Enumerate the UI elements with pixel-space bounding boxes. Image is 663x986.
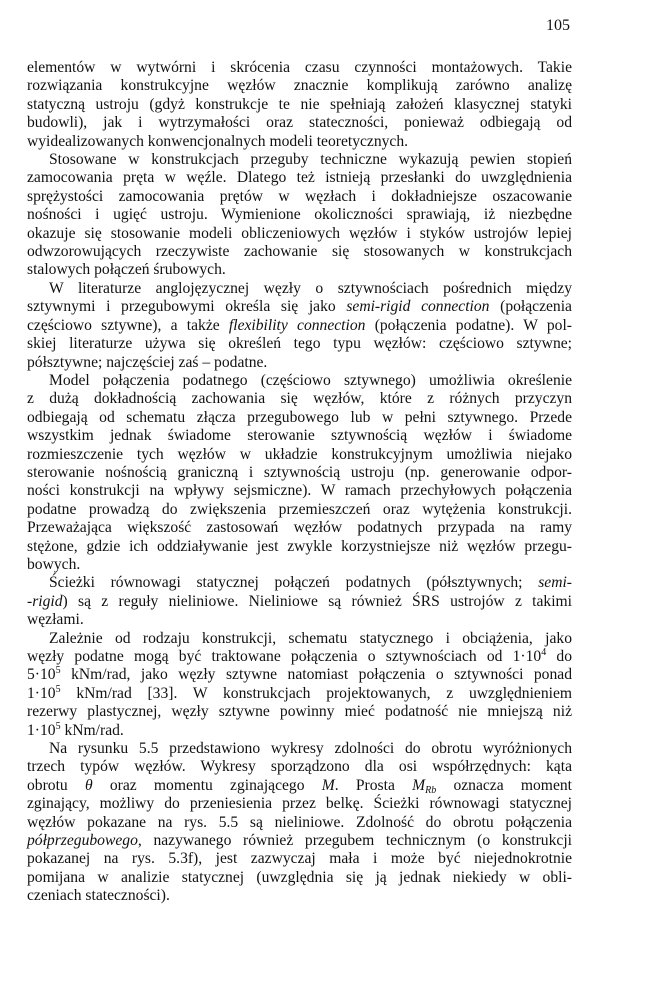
text-line	[27, 869, 572, 887]
text-segment: Na rysunku 5.5 przedstawiono wykresy zdolności do obrotu wyróżnionych	[49, 740, 572, 758]
paragraph	[27, 574, 572, 629]
text-line	[27, 427, 572, 445]
text-segment: budowli), jak i wytrzymałości oraz stateczności, ponieważ odbiegają od	[27, 114, 572, 132]
text-line	[27, 206, 572, 224]
text-segment: , nazywanego również przegubem technicznym (o konstrukcji	[137, 832, 572, 850]
text-segment: stalowych połączeń śrubowych.	[27, 261, 226, 279]
text-line	[27, 225, 572, 243]
text-line	[27, 685, 572, 703]
text-segment: kNm/rad.	[60, 721, 124, 739]
text-segment: 1·10	[27, 684, 56, 702]
text-segment: 1·10	[27, 721, 56, 739]
text-line	[27, 77, 572, 95]
text-line	[27, 501, 572, 519]
text-segment: rozwiązania konstrukcyjne węzłów znacznie komplikują zarówno analizę	[27, 77, 572, 95]
italic-term: M	[412, 776, 426, 794]
text-segment: skiej literaturze używa się określeń tego typu węzłów: częściowo sztywne;	[27, 335, 572, 353]
text-segment: Stosowane w konstrukcjach przeguby techniczne wykazują pewien stopień	[49, 151, 572, 169]
text-line	[27, 133, 572, 151]
text-segment: . Prosta	[334, 776, 413, 794]
text-line	[27, 390, 572, 408]
text-segment: ) są z reguły nieliniowe. Nieliniowe są również ŚRS ustrojów z takimi	[62, 592, 572, 610]
text-segment: rozmieszczenie tych węzłów w układzie konstrukcyjnym umożliwia niejako	[27, 445, 572, 463]
text-segment: sztywnymi i przegubowymi określa się jako	[27, 298, 347, 316]
italic-term: flexibility connection	[228, 316, 366, 334]
text-segment: pomijana w analizie statycznej (uwzględnia się ją jednak niekiedy w obli-	[27, 868, 572, 886]
text-segment: czeniach stateczności).	[27, 887, 170, 905]
text-line	[27, 703, 572, 721]
text-line	[27, 280, 572, 298]
text-line	[27, 151, 572, 169]
text-segment: sprężystości zamocowania prętów w węzłach i dokładniejsze oszacowanie	[27, 187, 572, 205]
paragraph	[27, 59, 572, 151]
text-line	[27, 814, 572, 832]
text-line	[27, 354, 572, 372]
subscript: Rb	[425, 784, 437, 796]
text-segment: zginający, możliwy do przeniesienia przez belkę. Ścieżki równowagi statycznej	[27, 795, 572, 813]
text-line	[27, 372, 572, 390]
page-number: 105	[546, 17, 570, 34]
text-segment: Zależnie od rodzaju konstrukcji, schematu statycznego i obciążenia, jako	[49, 629, 572, 647]
text-segment: odbiegają od schematu złącza przegubowego lub w pełni sztywnego. Przede	[27, 408, 572, 426]
text-line	[27, 243, 572, 261]
text-line	[27, 519, 572, 537]
text-segment: rezerwy plastycznej, węzły sztywne powinny mieć podatność nie mniejszą niż	[27, 703, 572, 721]
text-segment: z dużą dokładnością zachowania się węzłów, które z różnych przyczyn	[27, 390, 572, 408]
italic-term: -rigid	[27, 592, 63, 610]
text-segment: Model połączenia podatnego (częściowo sztywnego) umożliwia określenie	[49, 371, 572, 389]
italic-term: semi-	[538, 574, 572, 592]
text-segment: trzech typów węzłów. Wykresy sporządzono dla osi współrzędnych: kąta	[27, 758, 572, 776]
paragraph	[27, 280, 572, 372]
text-line	[27, 59, 572, 77]
superscript: 5	[55, 683, 61, 695]
text-segment: pokazanej na rys. 5.3f), jest zazwyczaj mała i może być niejednokrotnie	[27, 850, 572, 868]
text-segment: statyczną ustroju (gdyż konstrukcje te nie spełniają założeń klasycznej statyki	[27, 95, 572, 113]
text-segment: oznacza moment	[436, 776, 572, 794]
text-line	[27, 611, 572, 629]
superscript: 4	[541, 647, 547, 658]
text-segment: węzłów pokazane na rys. 5.5 są nieliniowe. Zdolność do obrotu połączenia	[27, 813, 572, 831]
text-segment: elementów w wytwórni i skrócenia czasu czynności montażowych. Takie	[27, 59, 572, 76]
text-line	[27, 409, 572, 427]
text-segment: bowych.	[27, 555, 81, 573]
text-segment: Przeważająca większość zastosowań węzłów podatnych przypada na ramy	[27, 519, 572, 537]
text-segment: do	[546, 648, 572, 665]
text-line	[27, 666, 572, 684]
text-segment: ności konstrukcji na wpływy sejsmiczne). W ramach przechyłowych połączenia	[27, 482, 572, 500]
text-segment: kNm/rad [33]. W konstrukcjach projektowanych, z uwzględnieniem	[60, 684, 572, 702]
body-text	[27, 59, 572, 906]
text-segment: zamocowania pręta w węźle. Dlatego też istnieją przesłanki do uwzględnienia	[27, 169, 572, 187]
text-segment: stężone, gdzie ich oddziaływanie jest zwykle korzystniejsze niż węzłów przegu-	[27, 537, 572, 555]
text-segment: półsztywne; najczęściej zaś – podatne.	[27, 353, 268, 371]
paragraph	[27, 151, 572, 280]
text-line	[27, 758, 572, 776]
text-segment: sterowanie nośnością graniczną i sztywnością ustroju (np. generowanie odpor-	[27, 463, 572, 481]
text-segment: 5·10	[27, 666, 56, 684]
paragraph	[27, 630, 572, 740]
text-line	[27, 298, 572, 316]
text-segment: W literaturze anglojęzycznej węzły o sztywnościach pośrednich między	[49, 279, 572, 297]
text-segment: wszystkim jednak świadome sterowanie sztywnością węzłów i świadome	[27, 427, 572, 445]
text-segment: podatne prowadzą do zwiększenia przemieszczeń oraz wytężenia konstrukcji.	[27, 500, 572, 518]
text-line	[27, 169, 572, 187]
italic-term: θ	[84, 776, 93, 794]
text-line	[27, 740, 572, 758]
text-line	[27, 777, 572, 795]
text-segment: węzły podatne mogą być traktowane połączenia o sztywnościach od 1·10	[27, 648, 542, 665]
italic-term: M	[321, 776, 335, 794]
italic-term: półprzegubowego	[27, 832, 138, 850]
superscript: 5	[55, 665, 61, 677]
text-segment: (połączenia	[489, 298, 572, 316]
text-line	[27, 887, 572, 905]
text-line	[27, 114, 572, 132]
text-segment: odwzorowujących rzeczywiste zachowanie się stosowanych w konstrukcjach	[27, 243, 572, 261]
text-line	[27, 574, 572, 592]
text-segment: częściowo sztywne), a także	[27, 316, 229, 334]
text-line	[27, 335, 572, 353]
text-segment: nośności i ugięć ustroju. Wymienione okoliczności sprawiają, iż niezbędne	[27, 206, 572, 224]
text-line	[27, 188, 572, 206]
text-segment: (połączenia podatne). W pol-	[365, 316, 572, 334]
paragraph	[27, 372, 572, 574]
text-segment: oraz momentu zginającego	[92, 776, 322, 794]
text-line	[27, 261, 572, 279]
paragraph	[27, 740, 572, 906]
text-line	[27, 482, 572, 500]
italic-term: semi-rigid connection	[346, 298, 490, 316]
text-line	[27, 538, 572, 556]
superscript: 5	[55, 720, 61, 732]
text-segment: kNm/rad, jako węzły sztywne natomiast połączenia o sztywności ponad	[60, 666, 572, 684]
text-segment: obrotu	[27, 776, 85, 794]
text-segment: wyidealizowanych konwencjonalnych modeli teoretycznych.	[27, 132, 409, 150]
text-line	[27, 464, 572, 482]
text-segment: węzłami.	[27, 611, 84, 629]
text-segment: okazuje się stosowanie modeli obliczeniowych węzłów i styków ustrojów lepiej	[27, 224, 572, 242]
text-line	[27, 850, 572, 868]
text-line	[27, 832, 572, 850]
text-line	[27, 96, 572, 114]
text-line	[27, 446, 572, 464]
text-line	[27, 722, 572, 740]
text-line	[27, 648, 572, 666]
text-segment: Ścieżki równowagi statycznej połączeń podatnych (półsztywnych;	[49, 574, 539, 592]
text-line	[27, 795, 572, 813]
text-line	[27, 317, 572, 335]
text-line	[27, 630, 572, 648]
text-line	[27, 556, 572, 574]
text-line	[27, 593, 572, 611]
